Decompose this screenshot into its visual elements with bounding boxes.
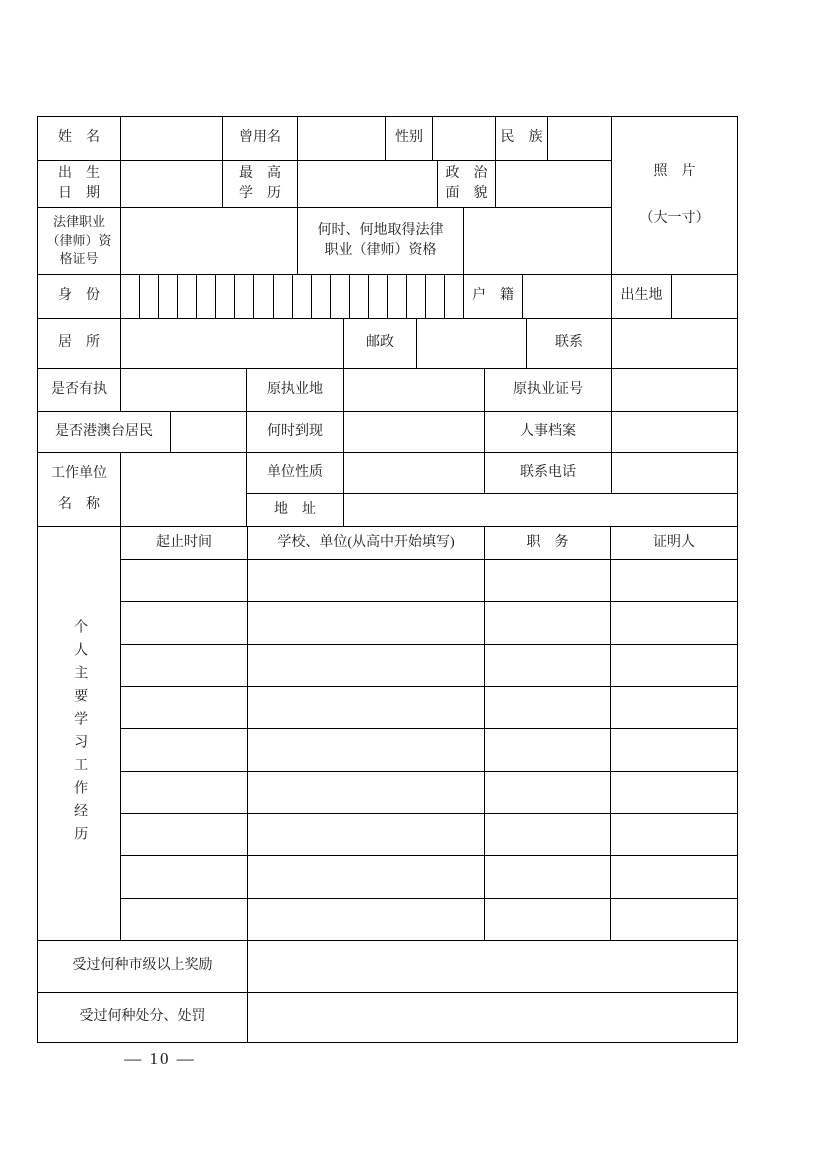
experience-cell [248,856,485,897]
id-digit-cell [121,275,140,318]
experience-cell [121,729,248,770]
punishment-value-cell [248,993,737,1042]
experience-row [121,645,737,687]
has-practice-value-cell [121,369,247,412]
political-status-label: 政 治 面 貌 [438,161,496,208]
id-digit-cell [159,275,178,318]
experience-cell [611,899,737,940]
experience-cell [485,645,611,686]
phone-value-cell [612,453,737,494]
experience-cell [248,645,485,686]
political-status-value-cell [496,161,612,208]
id-digit-cell [293,275,312,318]
experience-row [121,560,737,602]
experience-cell [611,687,737,728]
license-acquired-label: 何时、何地取得法律 职业（律师）资格 [298,208,464,275]
experience-cell [485,560,611,601]
experience-cell [611,814,737,855]
education-value-cell [298,161,438,208]
experience-cell [611,560,737,601]
registered-residence-value-cell [523,275,612,319]
experience-cell [485,729,611,770]
registered-residence-label: 户 籍 [464,275,523,319]
id-digit-cell [274,275,293,318]
experience-cell [485,856,611,897]
experience-cell [485,814,611,855]
id-digit-cell [235,275,254,318]
experience-cell [248,602,485,643]
gender-label: 性别 [386,117,433,161]
experience-cell [121,856,248,897]
experience-body [121,560,737,941]
work-unit-name-value-cell [121,453,247,527]
id-number-label: 身 份 [38,275,121,319]
when-to-current-label: 何时到现 [247,412,344,453]
experience-cell [248,687,485,728]
experience-cell [248,560,485,601]
hk-macao-taiwan-value-cell [171,412,247,453]
experience-cell [121,772,248,813]
former-practice-place-label: 原执业地 [247,369,344,412]
id-digit-cells [121,275,464,319]
experience-cell [121,814,248,855]
name-value-cell [121,117,223,161]
experience-cell [121,560,248,601]
birth-date-label: 出 生 日 期 [38,161,121,208]
experience-header-school-unit: 学校、单位(从高中开始填写) [248,527,485,560]
id-digit-cell [407,275,426,318]
photo-size-label: （大一寸） [639,210,710,226]
experience-cell [485,602,611,643]
id-digit-cell [369,275,388,318]
id-digit-cell [426,275,445,318]
id-digit-cell [388,275,407,318]
birth-date-value-cell [121,161,223,208]
experience-row [121,899,737,941]
page-number: — 10 — [124,1049,196,1068]
experience-cell [611,729,737,770]
experience-side-label: 个人主要学习工作经历 [72,618,88,849]
registration-form-table [37,116,738,1043]
experience-cell [611,602,737,643]
residence-label: 居 所 [38,319,121,369]
id-digit-cell [350,275,369,318]
contact-value-cell [612,319,737,369]
experience-cell [248,772,485,813]
birthplace-value-cell [672,275,737,319]
license-number-label: 法律职业 （律师）资 格证号 [38,208,121,275]
gender-value-cell [433,117,496,161]
unit-type-label: 单位性质 [247,453,344,494]
former-practice-place-value-cell [344,369,485,412]
experience-row [121,729,737,771]
id-digit-cell [445,275,464,318]
photo-label: 照 片 [653,164,696,180]
experience-row [121,856,737,898]
license-acquired-value-cell [464,208,612,275]
experience-cell [485,687,611,728]
residence-value-cell [121,319,344,369]
experience-cell [121,645,248,686]
awards-label: 受过何种市级以上奖励 [38,941,248,993]
contact-label: 联系 [527,319,612,369]
id-digit-cell [331,275,350,318]
id-digit-cell [178,275,197,318]
ethnicity-label: 民 族 [496,117,548,161]
personnel-file-value-cell [612,412,737,453]
address-label: 地 址 [247,494,344,527]
experience-cell [248,729,485,770]
experience-cell [121,899,248,940]
experience-row [121,602,737,644]
former-license-no-value-cell [612,369,737,412]
experience-cell [485,899,611,940]
address-value-cell [344,494,737,527]
when-to-current-value-cell [344,412,485,453]
experience-row [121,772,737,814]
personnel-file-label: 人事档案 [485,412,612,453]
ethnicity-value-cell [548,117,612,161]
experience-cell [121,602,248,643]
experience-header-period: 起止时间 [121,527,248,560]
unit-type-value-cell [344,453,485,494]
license-number-value-cell [121,208,298,275]
punishment-label: 受过何种处分、处罚 [38,993,248,1042]
experience-header-reference: 证明人 [611,527,737,560]
postal-value-cell [417,319,527,369]
experience-cell [248,899,485,940]
experience-row [121,687,737,729]
experience-cell [611,772,737,813]
id-digit-cell [216,275,235,318]
former-name-value-cell [298,117,386,161]
experience-side-label-cell [38,527,121,941]
former-name-label: 曾用名 [223,117,298,161]
education-label: 最 高 学 历 [223,161,298,208]
experience-cell [248,814,485,855]
awards-value-cell [248,941,737,993]
hk-macao-taiwan-label: 是否港澳台居民 [38,412,171,453]
id-digit-cell [197,275,216,318]
name-label: 姓 名 [38,117,121,161]
experience-cell [611,856,737,897]
phone-label: 联系电话 [485,453,612,494]
photo-cell [612,117,737,275]
id-digit-cell [312,275,331,318]
experience-cell [611,645,737,686]
experience-cell [121,687,248,728]
id-digit-cell [254,275,273,318]
work-unit-name-label: 工作单位 名 称 [38,453,121,527]
experience-row [121,814,737,856]
postal-label: 邮政 [344,319,417,369]
birthplace-label: 出生地 [612,275,672,319]
experience-cell [485,772,611,813]
experience-header-position: 职 务 [485,527,611,560]
id-digit-cell [140,275,159,318]
former-license-no-label: 原执业证号 [485,369,612,412]
has-practice-label: 是否有执 [38,369,121,412]
